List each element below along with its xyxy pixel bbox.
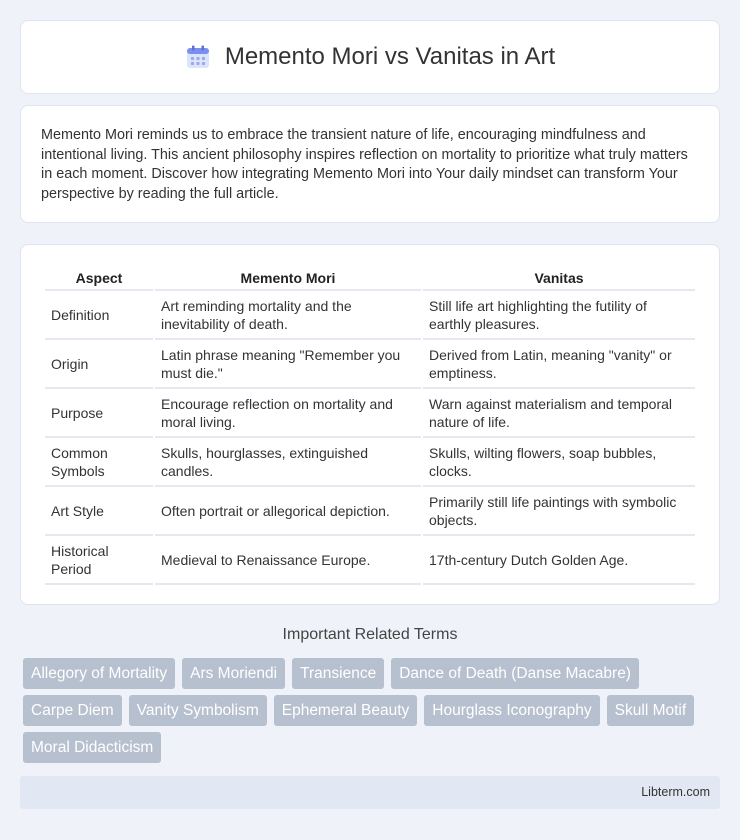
- aspect-cell: Definition: [45, 293, 153, 340]
- memento-mori-cell: Encourage reflection on mortality and moral living.: [155, 391, 421, 438]
- table-row: [45, 489, 695, 536]
- table-row: [45, 538, 695, 585]
- intro-card: [20, 105, 720, 223]
- table-row: [45, 440, 695, 487]
- comparison-table-card: [20, 244, 720, 605]
- vanitas-cell: Skulls, wilting flowers, soap bubbles, clocks.: [423, 440, 695, 487]
- calendar-icon: [185, 44, 211, 70]
- tag-allegory-of-mortality[interactable]: Allegory of Mortality: [23, 658, 175, 689]
- tag-dance-of-death[interactable]: Dance of Death (Danse Macabre): [391, 658, 639, 689]
- related-terms-tags: [23, 658, 723, 769]
- vanitas-cell: 17th-century Dutch Golden Age.: [423, 538, 695, 585]
- table-row: [45, 391, 695, 438]
- page-title: Memento Mori vs Vanitas in Art: [224, 43, 556, 70]
- tag-hourglass-iconography[interactable]: Hourglass Iconography: [424, 695, 599, 726]
- column-header-aspect: Aspect: [45, 267, 153, 291]
- aspect-cell: Historical Period: [45, 538, 153, 585]
- memento-mori-cell: Skulls, hourglasses, extinguished candles.: [155, 440, 421, 487]
- vanitas-cell: Derived from Latin, meaning "vanity" or emptiness.: [423, 342, 695, 389]
- tag-skull-motif[interactable]: Skull Motif: [607, 695, 695, 726]
- vanitas-cell: Still life art highlighting the futility of earthly pleasures.: [423, 293, 695, 340]
- comparison-table: [43, 265, 697, 587]
- header-card: [20, 20, 720, 94]
- table-row: [45, 293, 695, 340]
- tag-ephemeral-beauty[interactable]: Ephemeral Beauty: [274, 695, 418, 726]
- tag-vanity-symbolism[interactable]: Vanity Symbolism: [129, 695, 267, 726]
- intro-text: Memento Mori reminds us to embrace the transient nature of life, encouraging mindfulness and intentional living. This ancient philosophy inspires reflection on mortality to prioritize what truly matters in each moment. Discover how integrating Memento Mori into Your daily mindset can transform Your perspective by reading the full article.: [41, 127, 688, 202]
- aspect-cell: Art Style: [45, 489, 153, 536]
- vanitas-cell: Primarily still life paintings with symbolic objects.: [423, 489, 695, 536]
- column-header-memento-mori: Memento Mori: [155, 267, 421, 291]
- tag-transience[interactable]: Transience: [292, 658, 384, 689]
- memento-mori-cell: Art reminding mortality and the inevitability of death.: [155, 293, 421, 340]
- related-terms-title: Important Related Terms: [282, 626, 458, 643]
- aspect-cell: Common Symbols: [45, 440, 153, 487]
- table-header-row: [45, 267, 695, 291]
- table-row: [45, 342, 695, 389]
- tag-carpe-diem[interactable]: Carpe Diem: [23, 695, 122, 726]
- footer: [20, 776, 720, 809]
- aspect-cell: Origin: [45, 342, 153, 389]
- footer-site-link[interactable]: Libterm.com: [641, 785, 710, 799]
- vanitas-cell: Warn against materialism and temporal nature of life.: [423, 391, 695, 438]
- memento-mori-cell: Latin phrase meaning "Remember you must die.": [155, 342, 421, 389]
- column-header-vanitas: Vanitas: [423, 267, 695, 291]
- aspect-cell: Purpose: [45, 391, 153, 438]
- tag-moral-didacticism[interactable]: Moral Didacticism: [23, 732, 161, 763]
- tag-ars-moriendi[interactable]: Ars Moriendi: [182, 658, 285, 689]
- memento-mori-cell: Often portrait or allegorical depiction.: [155, 489, 421, 536]
- memento-mori-cell: Medieval to Renaissance Europe.: [155, 538, 421, 585]
